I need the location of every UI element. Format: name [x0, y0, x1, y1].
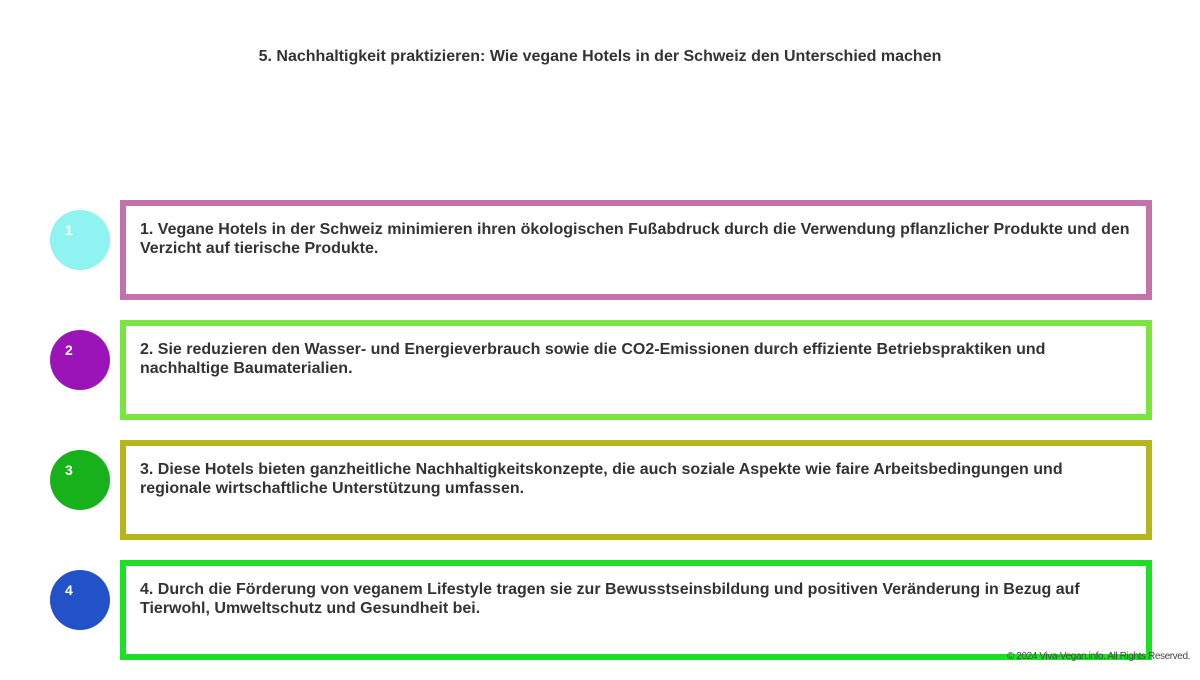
number-label-1: 1 — [65, 222, 73, 238]
list-item-4 — [0, 560, 1200, 660]
text-box-3: 3. Diese Hotels bieten ganzheitliche Nachhaltigkeitskonzepte, die auch soziale Aspekte wie faire Arbeitsbedingungen und regionale wirtschaftliche Unterstützung umfassen. — [120, 440, 1152, 540]
number-label-4: 4 — [65, 582, 73, 598]
number-circle-4 — [50, 570, 110, 630]
diagram-title: 5. Nachhaltigkeit praktizieren: Wie vegane Hotels in der Schweiz den Unterschied machen — [258, 48, 942, 65]
copyright-footer: © 2024 Viva-Vegan.info. All Rights Reserved. — [1006, 651, 1190, 662]
text-box-1: 1. Vegane Hotels in der Schweiz minimieren ihren ökologischen Fußabdruck durch die Verwendung pflanzlicher Produkte und den Verzicht auf tierische Produkte. — [120, 200, 1152, 300]
number-label-3: 3 — [65, 462, 73, 478]
list-item-2 — [0, 320, 1200, 420]
number-circle-2 — [50, 330, 110, 390]
number-circle-1 — [50, 210, 110, 270]
text-box-4: 4. Durch die Förderung von veganem Lifestyle tragen sie zur Bewusstseinsbildung und positiven Veränderung in Bezug auf Tierwohl, Umweltschutz und Gesundheit bei. — [120, 560, 1152, 660]
list-item-3 — [0, 440, 1200, 540]
number-circle-3 — [50, 450, 110, 510]
list-item-1 — [0, 200, 1200, 300]
number-label-2: 2 — [65, 342, 73, 358]
text-box-2: 2. Sie reduzieren den Wasser- und Energieverbrauch sowie die CO2-Emissionen durch effiziente Betriebspraktiken und nachhaltige Baumaterialien. — [120, 320, 1152, 420]
